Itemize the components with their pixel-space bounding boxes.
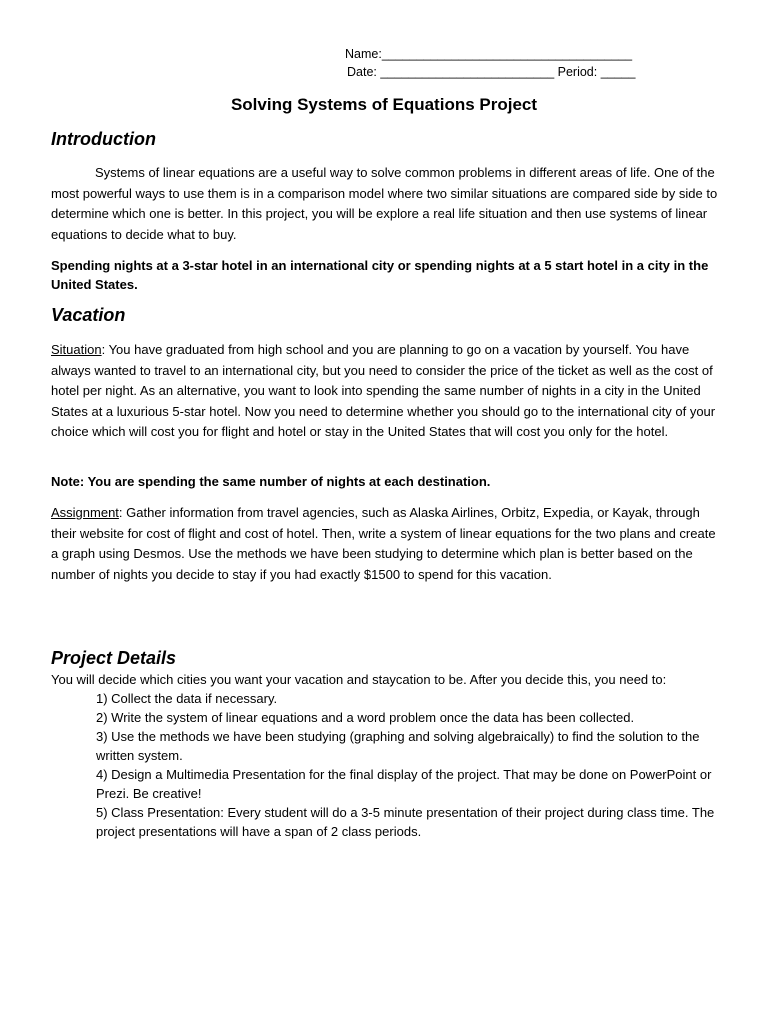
list-item: 2) Write the system of linear equations and a word problem once the data has been collected. bbox=[96, 710, 635, 725]
date-period-line: Date: _________________________ Period: _____ bbox=[347, 65, 636, 79]
list-item: 4) Design a Multimedia Presentation for the final display of the project. That may be done on PowerPoint or Prezi. Be creative! bbox=[96, 767, 712, 801]
assignment-label: Assignment bbox=[51, 505, 119, 520]
situation-text: : You have graduated from high school and you are planning to go on a vacation by yourself. You have always wanted to travel to an international city, but you need to consider the price of the ticket as well as the cost of hotel per night. As an alternative, you want to look into spending the same number of nights in a city in the United States at a luxurious 5-star hotel. Now you need to determine whether you should go to the international city of your choice which will cost you for flight and hotel or stay in the United States that will cost you only for the hotel. bbox=[51, 342, 716, 440]
document-title: Solving Systems of Equations Project bbox=[230, 95, 538, 114]
introduction-heading: Introduction bbox=[51, 129, 156, 149]
list-item: 5) Class Presentation: Every student will do a 3-5 minute presentation of their project during class time. The project presentations will have a span of 2 class periods. bbox=[96, 805, 715, 839]
project-details-heading: Project Details bbox=[51, 648, 177, 668]
situation-label: Situation bbox=[51, 342, 102, 357]
situation-paragraph bbox=[51, 340, 719, 443]
project-details-intro: You will decide which cities you want your vacation and staycation to be. After you decide this, you need to: bbox=[51, 672, 667, 687]
note-line: Note: You are spending the same number of nights at each destination. bbox=[51, 474, 491, 489]
assignment-paragraph bbox=[51, 503, 719, 585]
list-item: 3) Use the methods we have been studying (graphing and solving algebraically) to find the solution to the written system. bbox=[96, 729, 700, 763]
comparison-statement: Spending nights at a 3-star hotel in an international city or spending nights at a 5 start hotel in a city in the United States. bbox=[51, 258, 709, 292]
list-item: 1) Collect the data if necessary. bbox=[96, 691, 278, 706]
name-line: Name:____________________________________ bbox=[345, 47, 633, 61]
introduction-paragraph: Systems of linear equations are a useful way to solve common problems in different areas of life. One of the most powerful ways to use them is in a comparison model where two similar situations are compared side by side to determine which one is better. In this project, you will be explore a real life situation and then use systems of linear equations to decide what to buy. bbox=[51, 165, 718, 242]
vacation-heading: Vacation bbox=[51, 305, 126, 325]
assignment-text: : Gather information from travel agencies, such as Alaska Airlines, Orbitz, Expedia, or Kayak, through their website for cost of flight and cost of hotel. Then, write a system of linear equations for the two plans and create a graph using Desmos. Use the methods we have been studying to determine which plan is better based on the number of nights you decide to stay if you had exactly $1500 to spend for this vacation. bbox=[51, 505, 716, 582]
project-steps-list bbox=[96, 689, 716, 841]
